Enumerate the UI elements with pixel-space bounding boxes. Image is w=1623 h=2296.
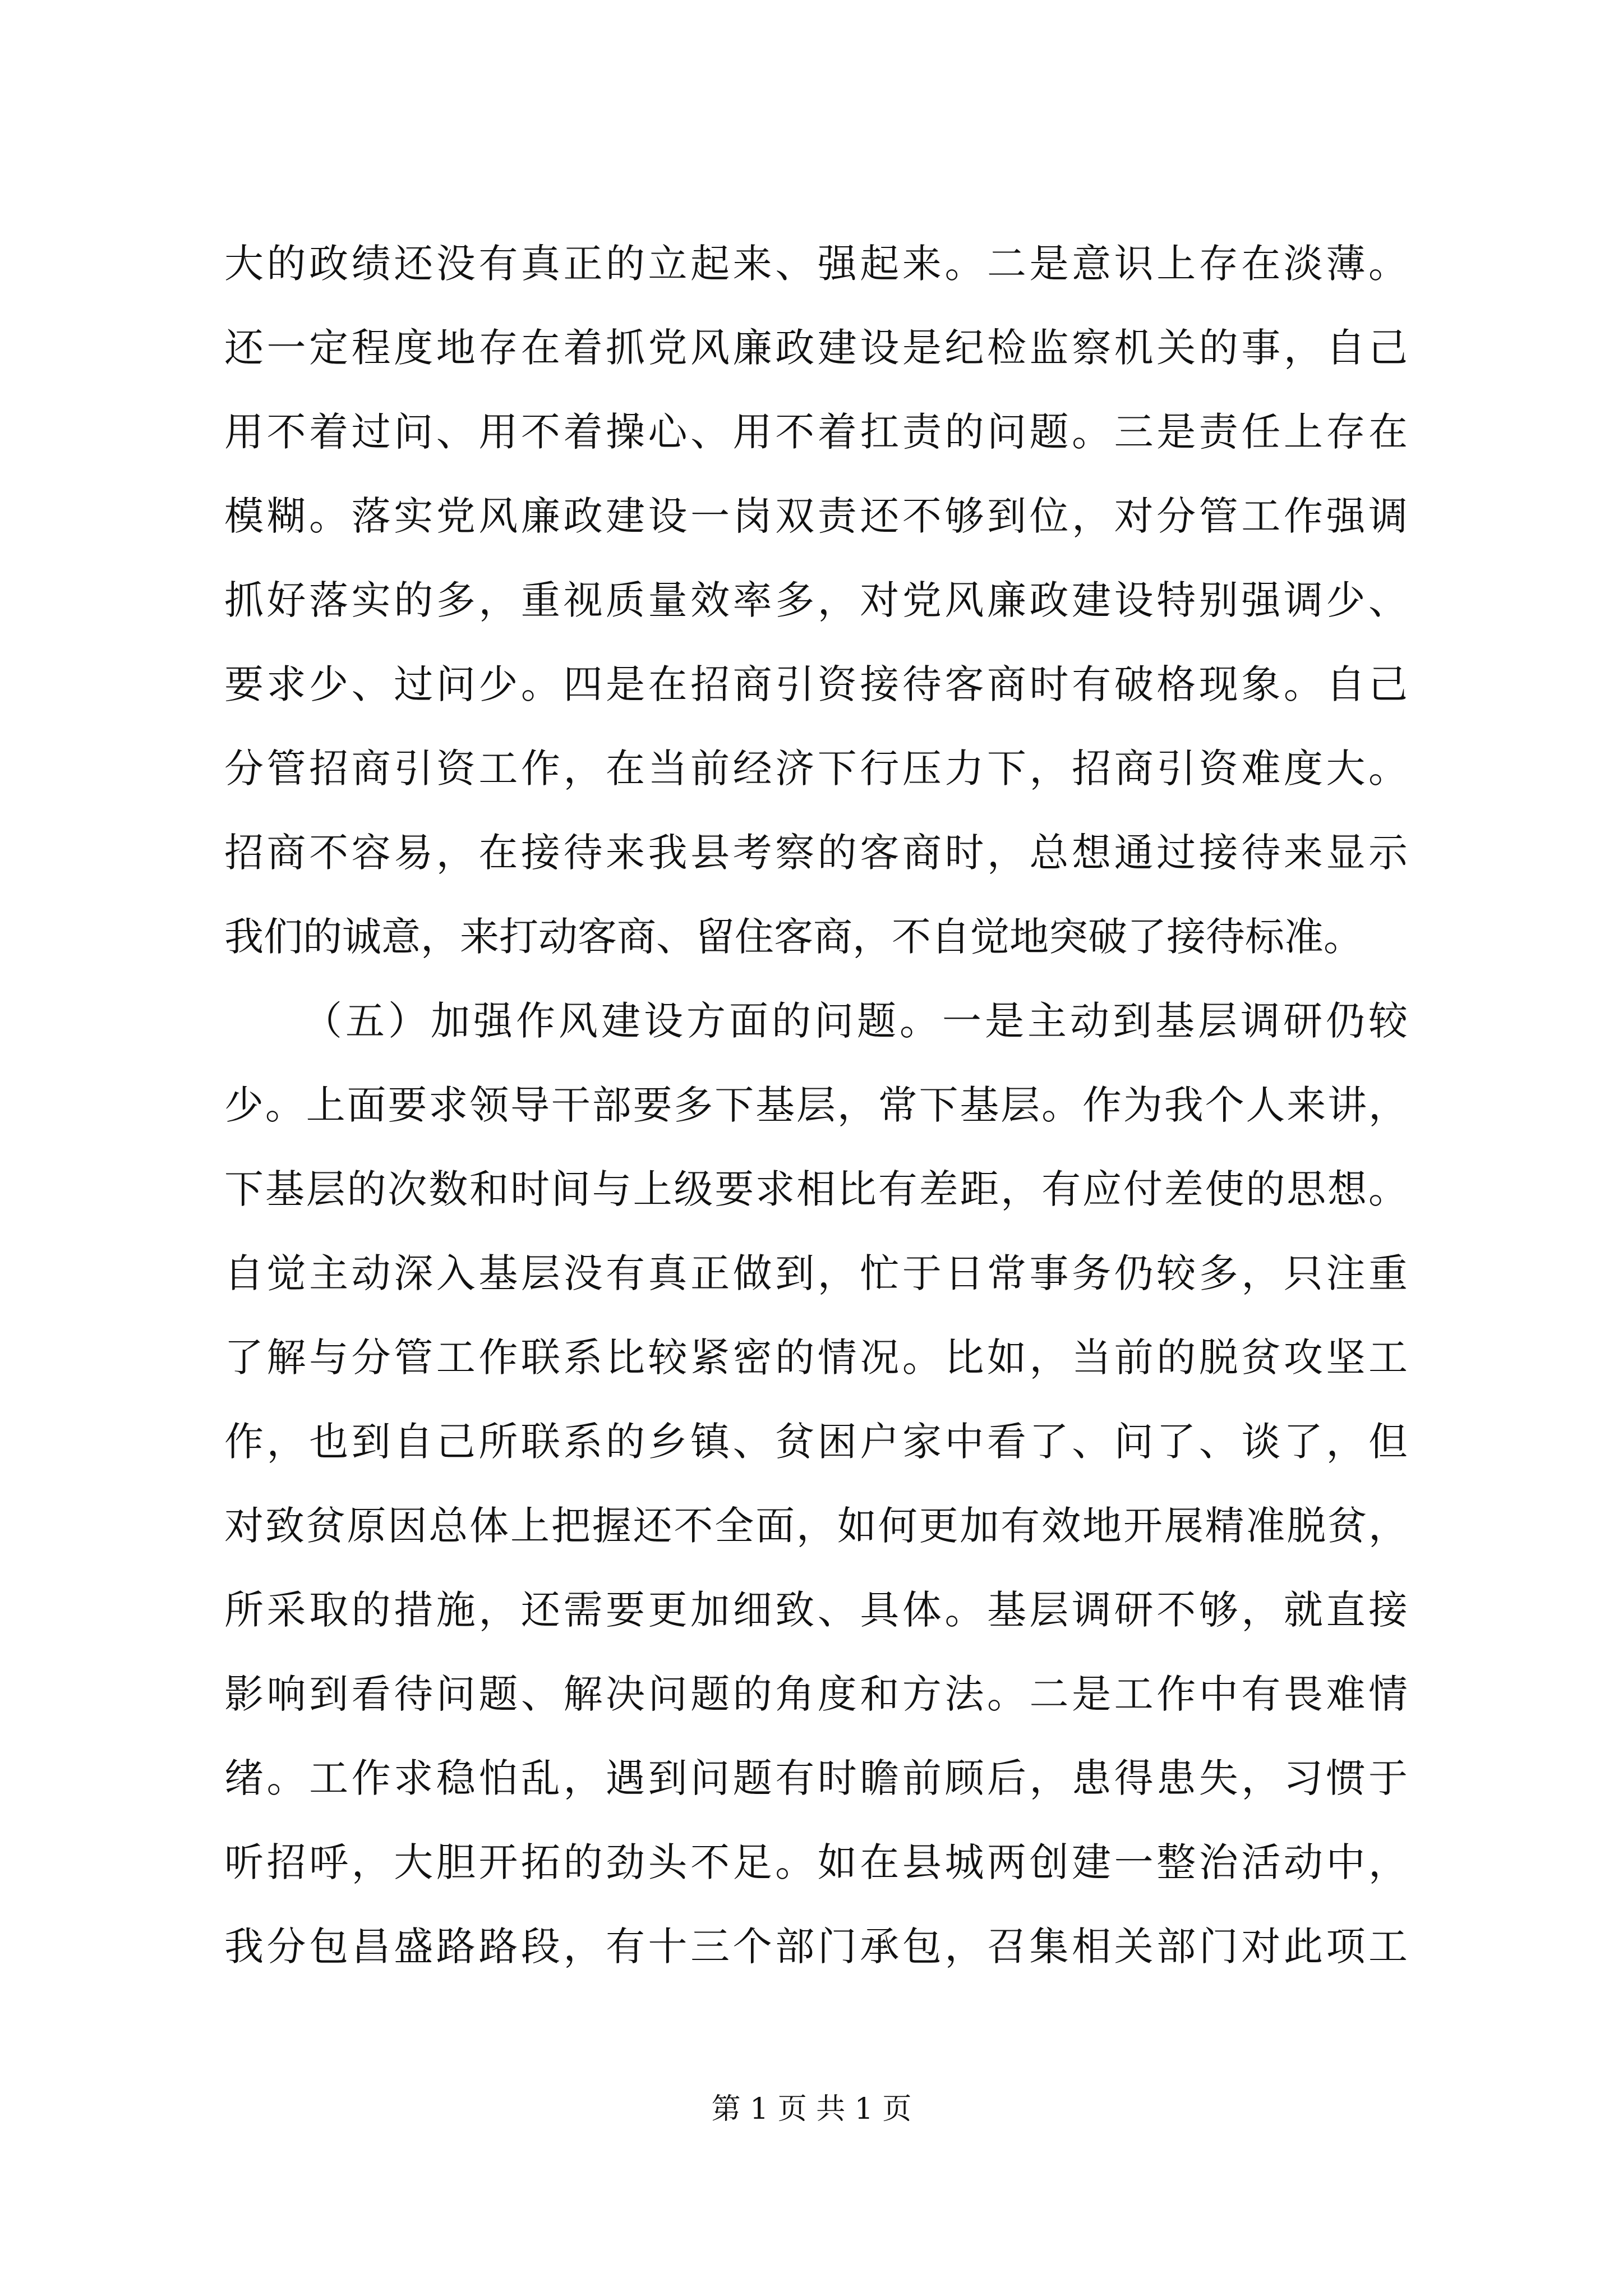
text-line: 我分包昌盛路路段，有十三个部门承包，召集相关部门对此项工 bbox=[224, 1924, 1408, 1970]
text-line: 模糊。落实党风廉政建设一岗双责还不够到位，对分管工作强调 bbox=[224, 493, 1408, 539]
text-line: 抓好落实的多，重视质量效率多，对党风廉政建设特别强调少、 bbox=[224, 577, 1408, 623]
text-line: 要求少、过问少。四是在招商引资接待客商时有破格现象。自己 bbox=[224, 661, 1408, 707]
text-line: 分管招商引资工作，在当前经济下行压力下，招商引资难度大。 bbox=[224, 746, 1408, 792]
text-line: 少。上面要求领导干部要多下基层，常下基层。作为我个人来讲， bbox=[224, 1082, 1408, 1128]
text-line: 绪。工作求稳怕乱，遇到问题有时瞻前顾后，患得患失，习惯于 bbox=[224, 1755, 1408, 1801]
text-line: 招商不容易，在接待来我县考察的客商时，总想通过接待来显示 bbox=[224, 830, 1408, 876]
text-line: 了解与分管工作联系比较紧密的情况。比如，当前的脱贫攻坚工 bbox=[224, 1335, 1408, 1381]
text-line: 影响到看待问题、解决问题的角度和方法。二是工作中有畏难情 bbox=[224, 1671, 1408, 1717]
body-text bbox=[224, 222, 1408, 1989]
text-line: 我们的诚意，来打动客商、留住客商，不自觉地突破了接待标准。 bbox=[224, 914, 1363, 960]
section-heading-line: （五）加强作风建设方面的问题。一是主动到基层调研仍较 bbox=[303, 998, 1408, 1044]
text-line: 用不着过问、用不着操心、用不着扛责的问题。三是责任上存在 bbox=[224, 409, 1408, 455]
text-line: 所采取的措施，还需要更加细致、具体。基层调研不够，就直接 bbox=[224, 1587, 1408, 1633]
text-line: 还一定程度地存在着抓党风廉政建设是纪检监察机关的事，自己 bbox=[224, 325, 1408, 371]
text-line: 大的政绩还没有真正的立起来、强起来。二是意识上存在淡薄。 bbox=[224, 241, 1408, 287]
text-line: 下基层的次数和时间与上级要求相比有差距，有应付差使的思想。 bbox=[224, 1166, 1408, 1212]
text-line: 自觉主动深入基层没有真正做到，忙于日常事务仍较多，只注重 bbox=[224, 1250, 1408, 1296]
text-line: 对致贫原因总体上把握还不全面，如何更加有效地开展精准脱贫， bbox=[224, 1503, 1408, 1549]
text-line: 作，也到自己所联系的乡镇、贫困户家中看了、问了、谈了，但 bbox=[224, 1419, 1408, 1465]
text-line: 听招呼，大胆开拓的劲头不足。如在县城两创建一整治活动中， bbox=[224, 1839, 1408, 1885]
page-footer: 第 1 页 共 1 页 bbox=[711, 2092, 912, 2126]
